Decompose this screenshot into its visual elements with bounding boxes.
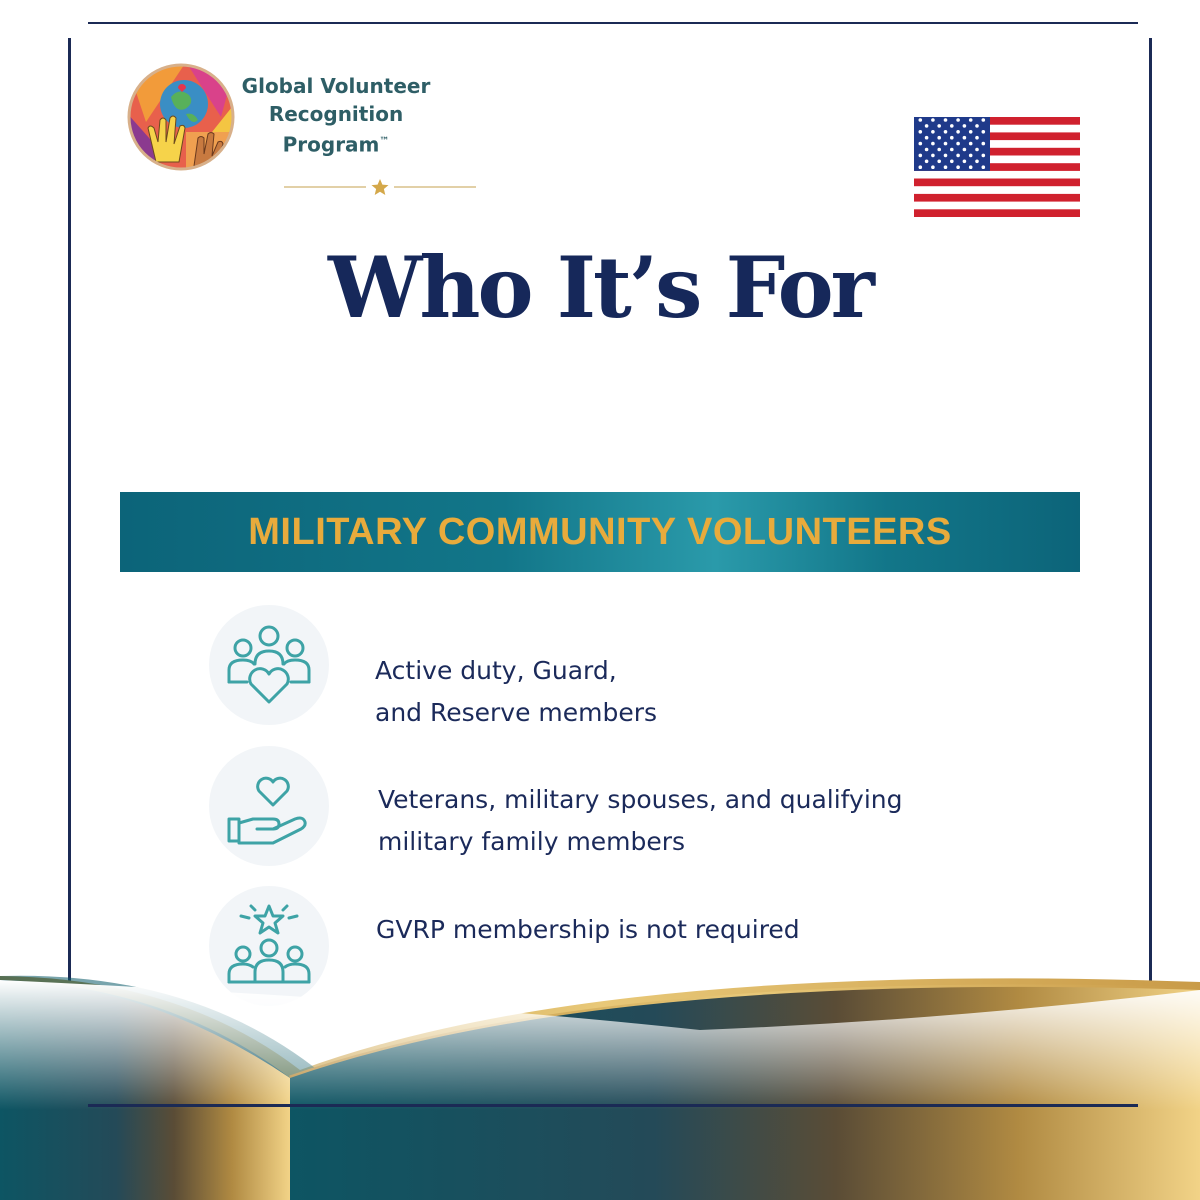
- flag-star: [956, 130, 960, 134]
- flag-star: [975, 148, 979, 152]
- flag-star: [919, 142, 923, 146]
- flag-star: [931, 142, 935, 146]
- flag-star: [937, 124, 941, 128]
- right-rule: [1149, 38, 1152, 998]
- decorative-bottom-band: [0, 960, 1200, 1200]
- flag-star: [956, 142, 960, 146]
- flag-star: [950, 136, 954, 140]
- flag-star: [919, 130, 923, 134]
- flag-star: [944, 154, 948, 158]
- flag-star: [969, 154, 973, 158]
- trademark-symbol: ™: [379, 136, 390, 147]
- flag-star: [969, 165, 973, 169]
- flag-star: [963, 136, 967, 140]
- star-icon: [372, 179, 389, 195]
- org-name-line-2: Recognition: [268, 102, 404, 126]
- flag-star: [925, 148, 929, 152]
- flag-star: [982, 142, 986, 146]
- flag-star: [944, 142, 948, 146]
- left-rule: [68, 38, 71, 998]
- flag-star: [937, 136, 941, 140]
- flag-star: [931, 165, 935, 169]
- page-title: Who It’s For: [328, 238, 872, 337]
- flag-star: [931, 118, 935, 122]
- flag-star: [975, 136, 979, 140]
- list-item: [376, 909, 800, 951]
- flag-star: [931, 130, 935, 134]
- flag-star: [919, 118, 923, 122]
- flag-star: [944, 130, 948, 134]
- flag-star: [931, 154, 935, 158]
- org-name-line-1: Global Volunteer: [241, 74, 431, 98]
- section-banner: [120, 492, 1080, 572]
- item-line: GVRP membership is not required: [376, 915, 800, 944]
- flag-star: [982, 130, 986, 134]
- organization-name: [226, 72, 446, 159]
- flag-star: [975, 160, 979, 164]
- item-icon-circle: [209, 605, 329, 725]
- group-heart-icon: [221, 620, 317, 710]
- flag-star: [956, 165, 960, 169]
- flag-star: [956, 154, 960, 158]
- flag-star: [925, 124, 929, 128]
- flag-star: [956, 118, 960, 122]
- flag-star: [937, 160, 941, 164]
- flag-star: [963, 124, 967, 128]
- flag-star: [944, 165, 948, 169]
- flag-star: [950, 124, 954, 128]
- item-line: Veterans, military spouses, and qualifying: [378, 785, 903, 814]
- flag-star: [969, 142, 973, 146]
- banner-text: MILITARY COMMUNITY VOLUNTEERS: [248, 510, 952, 553]
- flag-star: [982, 118, 986, 122]
- flag-star: [919, 154, 923, 158]
- flag-star: [919, 165, 923, 169]
- flag-star: [982, 165, 986, 169]
- flag-star: [950, 160, 954, 164]
- flag-star: [950, 148, 954, 152]
- item-line: military family members: [378, 827, 686, 856]
- org-name-line-3-text: Program: [282, 132, 380, 157]
- divider-star-ornament: [282, 176, 478, 196]
- globe-hands-logo-icon: [126, 62, 236, 172]
- list-item: [378, 779, 903, 863]
- item-line: Active duty, Guard,: [375, 656, 617, 685]
- item-line: and Reserve members: [375, 698, 658, 727]
- flag-star: [982, 154, 986, 158]
- flag-star: [975, 124, 979, 128]
- heart-in-hand-icon: [221, 761, 317, 851]
- flag-star: [969, 118, 973, 122]
- us-flag-icon: [914, 117, 1080, 217]
- flag-star: [925, 136, 929, 140]
- flag-star: [937, 148, 941, 152]
- org-name-line-3: [226, 128, 446, 159]
- flag-star: [963, 160, 967, 164]
- flag-star: [969, 130, 973, 134]
- top-rule: [88, 22, 1138, 24]
- item-icon-circle: [209, 746, 329, 866]
- bottom-rule: [88, 1104, 1138, 1107]
- flag-star: [944, 118, 948, 122]
- flag-star: [963, 148, 967, 152]
- flag-star: [925, 160, 929, 164]
- list-item: [375, 650, 657, 734]
